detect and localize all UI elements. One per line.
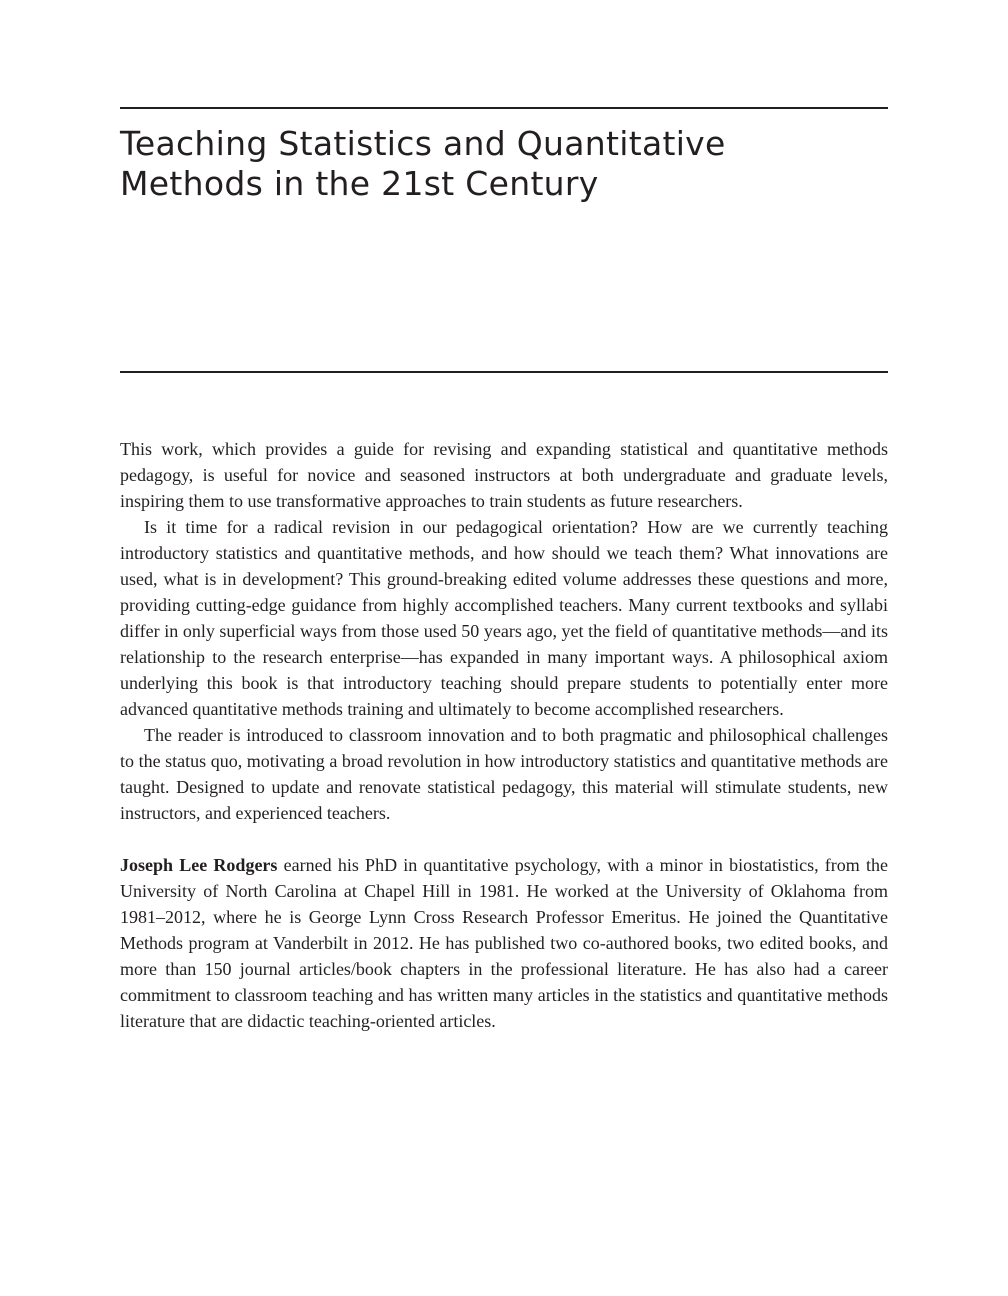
author-bio [120, 852, 888, 1034]
author-name: Joseph Lee Rodgers [120, 855, 278, 875]
back-cover-text [120, 436, 888, 1034]
bottom-rule [120, 371, 888, 373]
top-rule [120, 107, 888, 109]
description-paragraph-3: The reader is introduced to classroom innovation and to both pragmatic and philosophical challenges to the status quo, motivating a broad revolution in how introductory statistics and quantitative methods are taught. Designed to update and renovate statistical pedagogy, this material will stimulate students, new instructors, and experienced teachers. [120, 725, 888, 823]
book-title-line-1: Teaching Statistics and Quantitative [120, 124, 726, 163]
description-paragraph-1: This work, which provides a guide for revising and expanding statistical and quantitative methods pedagogy, is useful for novice and seasoned instructors at both undergraduate and graduate levels, inspiring them to use transformative approaches to train students as future researchers. [120, 439, 888, 511]
author-bio-text: earned his PhD in quantitative psychology, with a minor in biostatistics, from the University of North Carolina at Chapel Hill in 1981. He worked at the University of Oklahoma from 1981–2012, where he is George Lynn Cross Research Professor Emeritus. He joined the Quantitative Methods program at Vanderbilt in 2012. He has published two co-authored books, two edited books, and more than 150 journal articles/book chapters in the professional literature. He has also had a career commitment to classroom teaching and has written many articles in the statistics and quantitative methods literature that are didactic teaching-oriented articles. [120, 855, 888, 1031]
description-paragraph-2: Is it time for a radical revision in our pedagogical orientation? How are we currently teaching introductory statistics and quantitative methods, and how should we teach them? What innovations are used, what is in development? This ground-breaking edited volume addresses these questions and more, providing cutting-edge guidance from highly accomplished teachers. Many current textbooks and syllabi differ in only superficial ways from those used 50 years ago, yet the field of quantitative methods—and its relationship to the research enterprise—has expanded in many important ways. A philosophical axiom underlying this book is that introductory teaching should prepare students to potentially enter more advanced quantitative methods training and ultimately to become accomplished researchers. [120, 517, 888, 719]
book-title-line-2: Methods in the 21st Century [120, 164, 599, 203]
book-title [120, 124, 888, 204]
